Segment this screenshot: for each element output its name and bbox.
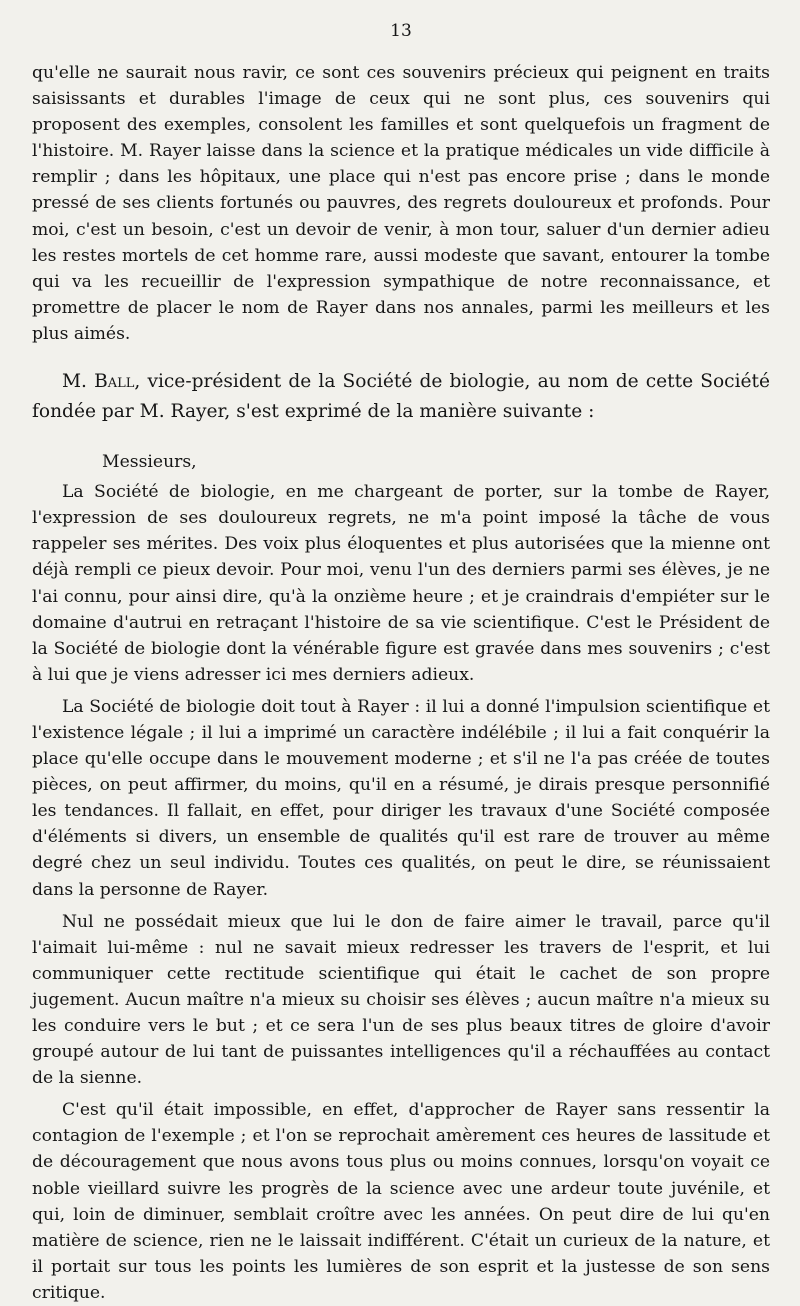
speaker-announcement [32, 367, 770, 427]
speaker-announcement-text: , vice-président de la Société de biologie, au nom de cette Société fondée par M. Rayer, s'est exprimé de la manière suivante : [32, 371, 770, 423]
salutation: Messieurs, [102, 452, 197, 473]
paragraph-societe-regrets: La Société de biologie, en me chargeant de porter, sur la tombe de Rayer, l'expression de ses douloureux regrets, ne m'a point imposé la tâche de vous rappeler ses mérites. Des voix plus éloquentes et plus autorisées que la mienne ont déjà rempli ce pieux devoir. Pour moi, venu l'un des derniers parmi ses élèves, je ne l'ai connu, pour ainsi dire, qu'à la onzième heure ; et je craindrais d'empiéter sur le domaine d'autrui en retraçant l'histoire de sa vie scientifique. C'est le Président de la Société de biologie dont la vénérable figure est gravée dans mes souvenirs ; c'est à lui que je viens adresser ici mes derniers adieux. [32, 482, 770, 685]
page-number: 13 [390, 21, 412, 41]
paragraph-rayer-tribute-end: qu'elle ne saurait nous ravir, ce sont ces souvenirs précieux qui peignent en traits saisissants et durables l'image de ceux qui ne sont plus, ces souvenirs qui proposent des exemples, consolent les familles et sont quelquefois un fragment de l'histoire. M. Rayer laisse dans la science et la pratique médicales un vide difficile à remplir ; dans les hôpitaux, une place qui n'est pas encore prise ; dans le monde pressé de ses clients fortunés ou pauvres, des regrets douloureux et profonds. Pour moi, c'est un besoin, c'est un devoir de venir, à mon tour, saluer d'un dernier adieu les restes mortels de cet homme rare, aussi modeste que savant, entourer la tombe qui va les recueillir de l'expression sympathique de notre reconnaissance, et promettre de placer le nom de Rayer dans nos annales, parmi les meilleurs et les plus aimés. [32, 63, 770, 344]
paragraph-contagion-exemple: C'est qu'il était impossible, en effet, d'approcher de Rayer sans ressentir la contagion de l'exemple ; et l'on se reprochait amèrement ces heures de lassitude et de découragement que nous avons tous plus ou moins connues, lorsqu'on voyait ce noble vieillard suivre les progrès de la science avec une ardeur toute juvénile, et qui, loin de diminuer, semblait croître avec les années. On peut dire de lui qu'en matière de science, rien ne le laissait indifférent. C'était un curieux de la nature, et il portait sur tous les points les lumières de son esprit et la justesse de son sens critique. [32, 1100, 770, 1303]
speaker-name: M. Ball [62, 371, 135, 393]
paragraph-societe-doit-tout: La Société de biologie doit tout à Rayer : il lui a donné l'impulsion scientifique et l'existence légale ; il lui a imprimé un caractère indélébile ; il lui a fait conquérir la place qu'elle occupe dans le mouvement moderne ; et s'il ne l'a pas créée de toutes pièces, on peut affirmer, du moins, qu'il en a résumé, je dirais presque personnifié les tendances. Il fallait, en effet, pour diriger les travaux d'une Société composée d'éléments si divers, un ensemble de qualités qu'il est rare de trouver au même degré chez un seul individu. Toutes ces qualités, on peut le dire, se réunissaient dans la personne de Rayer. [32, 696, 770, 900]
paragraph-nul-ne-possedait: Nul ne possédait mieux que lui le don de faire aimer le travail, parce qu'il l'aimait lui-même : nul ne savait mieux redresser les travers de l'esprit, et lui communiquer cette rectitude scientifique qui était le cachet de son propre jugement. Aucun maître n'a mieux su choisir ses élèves ; aucun maître n'a mieux su les conduire vers le but ; et ce sera l'un de ses plus beaux titres de gloire d'avoir groupé autour de lui tant de puissantes intelligences qu'il a réchauffées au contact de la sienne. [32, 911, 770, 1089]
